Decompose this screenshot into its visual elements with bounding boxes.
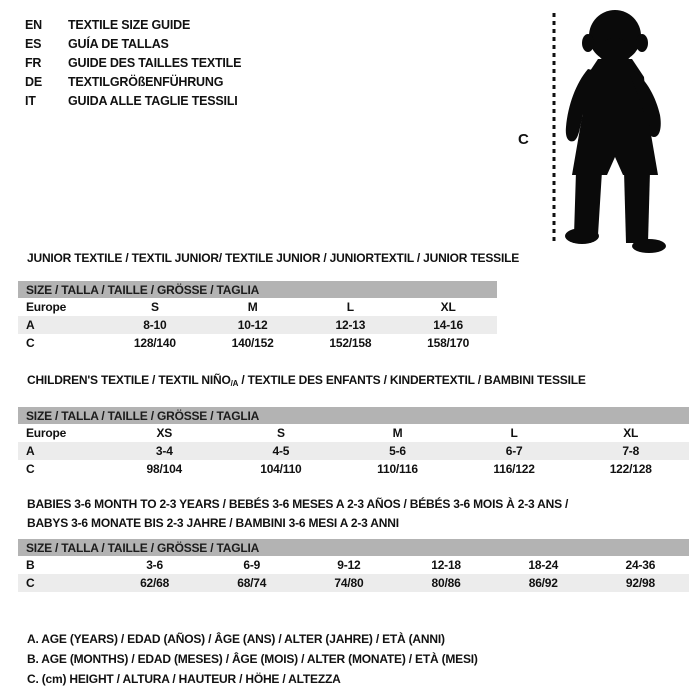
children-title-post: / TEXTILE DES ENFANTS / KINDERTEXTIL / BAMBINI TESSILE xyxy=(238,373,586,387)
row-label: A xyxy=(26,318,35,332)
height-cell: 116/122 xyxy=(493,462,535,476)
children-title-subscript: /A xyxy=(230,379,239,388)
toddler-height-figure xyxy=(510,5,680,257)
children-size-table xyxy=(18,407,689,478)
lang-row-it xyxy=(25,92,241,111)
table-row xyxy=(18,556,689,574)
height-cell: 158/170 xyxy=(427,336,470,350)
height-cell: 74/80 xyxy=(334,576,364,590)
age-cell: 12-13 xyxy=(335,318,366,332)
guide-title-es: GUÍA DE TALLAS xyxy=(68,37,169,51)
table-row xyxy=(18,298,497,316)
lang-code: DE xyxy=(25,75,42,89)
children-title-pre: CHILDREN'S TEXTILE / TEXTIL NIÑO xyxy=(27,373,231,387)
size-cell: L xyxy=(346,300,354,314)
age-cell: 10-12 xyxy=(237,318,268,332)
age-cell: 9-12 xyxy=(337,558,361,572)
guide-title-fr: GUIDE DES TAILLES TEXTILE xyxy=(68,56,242,70)
lang-code: ES xyxy=(25,37,42,51)
size-cell: S xyxy=(150,300,159,314)
size-cell: XS xyxy=(156,426,173,440)
age-cell: 4-5 xyxy=(272,444,290,458)
language-title-list xyxy=(25,16,241,111)
footnote-age-years: A. AGE (YEARS) / EDAD (AÑOS) / ÂGE (ANS) / ALTER (JAHRE) / ETÀ (ANNI) xyxy=(27,632,445,646)
age-cell: 7-8 xyxy=(622,444,640,458)
row-label: C xyxy=(26,336,35,350)
height-cell: 140/152 xyxy=(231,336,274,350)
age-cell: 12-18 xyxy=(431,558,461,572)
babies-size-header-bar: SIZE / TALLA / TAILLE / GRÖSSE / TAGLIA xyxy=(18,539,689,556)
age-cell: 3-6 xyxy=(146,558,163,572)
height-cell: 62/68 xyxy=(140,576,170,590)
footnote-age-months: B. AGE (MONTHS) / EDAD (MESES) / ÂGE (MOIS) / ALTER (MONATE) / ETÀ (MESI) xyxy=(27,652,478,666)
height-cell: 98/104 xyxy=(146,462,183,476)
size-cell: M xyxy=(392,426,403,440)
babies-section-title-line1: BABIES 3-6 MONTH TO 2-3 YEARS / BEBÉS 3-6 MESES A 2-3 AÑOS / BÉBÉS 3-6 MOIS À 2-3 ANS / xyxy=(27,497,569,511)
table-row xyxy=(18,574,689,592)
height-cell: 86/92 xyxy=(528,576,558,590)
height-cell: 128/140 xyxy=(133,336,176,350)
lang-code: EN xyxy=(25,18,42,32)
height-measure-label: C xyxy=(518,131,529,148)
height-cell: 110/116 xyxy=(377,462,418,476)
guide-title-en: TEXTILE SIZE GUIDE xyxy=(68,18,191,32)
lang-row-fr xyxy=(25,54,241,73)
age-cell: 5-6 xyxy=(389,444,406,458)
toddler-silhouette xyxy=(565,10,666,253)
junior-section-title: JUNIOR TEXTILE / TEXTIL JUNIOR/ TEXTILE JUNIOR / JUNIORTEXTIL / JUNIOR TESSILE xyxy=(27,251,520,265)
legend-footnotes xyxy=(27,629,478,689)
guide-title-it: GUIDA ALLE TAGLIE TESSILI xyxy=(68,94,238,108)
height-cell: 68/74 xyxy=(237,576,267,590)
height-cell: 122/128 xyxy=(609,462,652,476)
table-row xyxy=(18,424,689,442)
table-row xyxy=(18,316,497,334)
table-row xyxy=(18,442,689,460)
children-section-title xyxy=(27,373,586,387)
guide-title-de: TEXTILGRÖßENFÜHRUNG xyxy=(68,75,224,89)
row-label: Europe xyxy=(26,426,67,440)
row-label: B xyxy=(26,558,35,572)
age-cell: 14-16 xyxy=(433,318,463,332)
age-cell: 6-7 xyxy=(505,444,523,458)
height-cell: 92/98 xyxy=(625,576,655,590)
lang-code: IT xyxy=(25,94,36,108)
junior-size-table xyxy=(18,281,497,352)
lang-row-en xyxy=(25,16,241,35)
lang-row-es xyxy=(25,35,241,54)
age-cell: 3-4 xyxy=(155,444,173,458)
babies-section-title-line2: BABYS 3-6 MONATE BIS 2-3 JAHRE / BAMBINI 3-6 MESI A 2-3 ANNI xyxy=(27,516,399,530)
size-cell: S xyxy=(276,426,285,440)
table-row xyxy=(18,460,689,478)
age-cell: 24-36 xyxy=(625,558,656,572)
size-cell: M xyxy=(247,300,258,314)
height-cell: 152/158 xyxy=(329,336,372,350)
junior-size-header-bar: SIZE / TALLA / TAILLE / GRÖSSE / TAGLIA xyxy=(18,281,497,298)
row-label: C xyxy=(26,462,35,476)
table-row xyxy=(18,334,497,352)
age-cell: 8-10 xyxy=(143,318,167,332)
age-cell: 6-9 xyxy=(243,558,261,572)
footnote-height-cm: C. (cm) HEIGHT / ALTURA / HAUTEUR / HÖHE / ALTEZZA xyxy=(27,672,341,686)
children-size-header-bar: SIZE / TALLA / TAILLE / GRÖSSE / TAGLIA xyxy=(18,407,689,424)
babies-size-table xyxy=(18,539,689,592)
height-cell: 104/110 xyxy=(260,462,302,476)
lang-code: FR xyxy=(25,56,42,70)
lang-row-de xyxy=(25,73,241,92)
size-cell: XL xyxy=(440,300,456,314)
size-cell: XL xyxy=(623,426,639,440)
size-cell: L xyxy=(510,426,518,440)
height-cell: 80/86 xyxy=(431,576,461,590)
row-label: Europe xyxy=(26,300,67,314)
row-label: C xyxy=(26,576,35,590)
age-cell: 18-24 xyxy=(528,558,559,572)
row-label: A xyxy=(26,444,35,458)
